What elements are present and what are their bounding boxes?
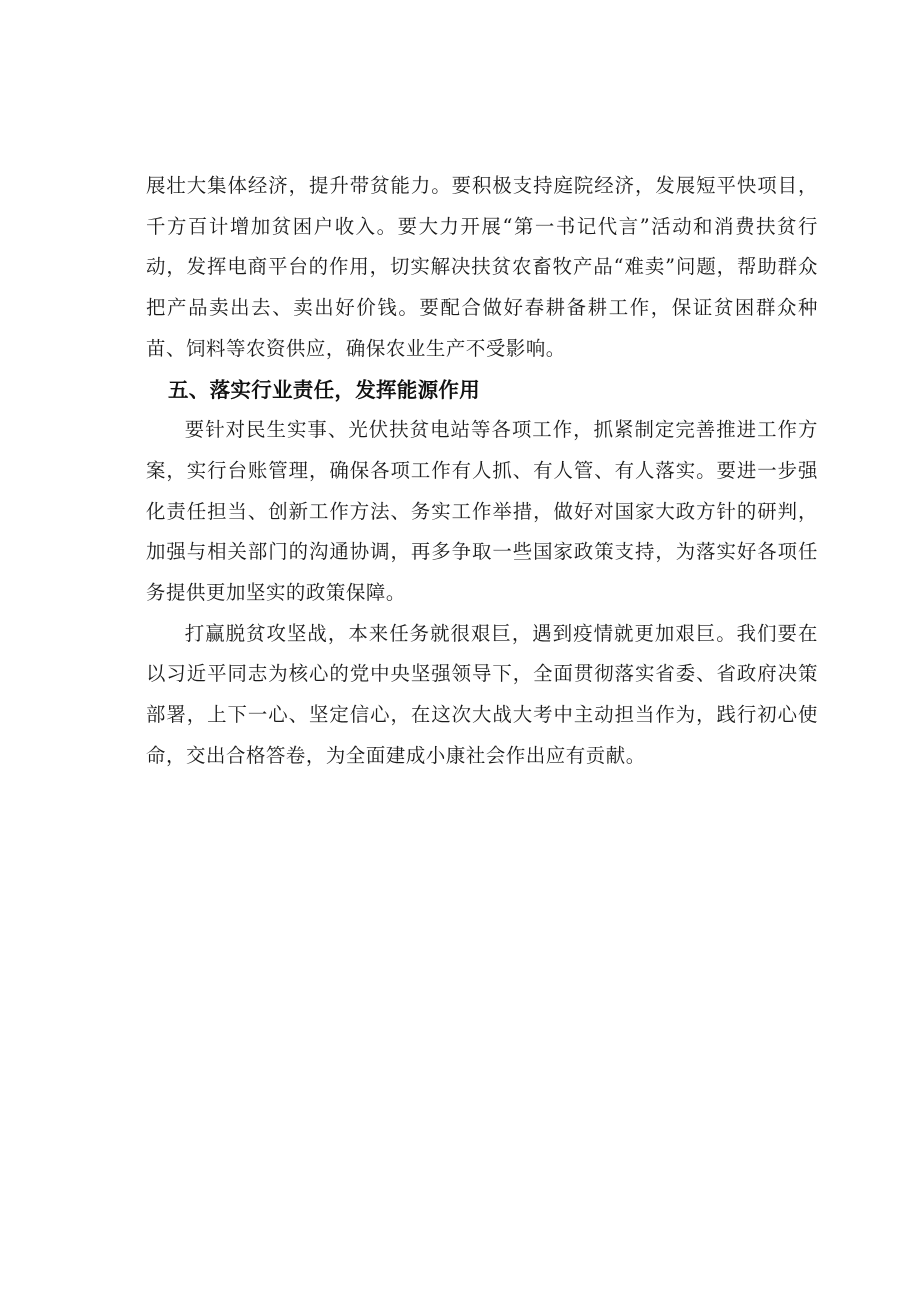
paragraph-industry-responsibility: 要针对民生实事、光伏扶贫电站等各项工作，抓紧制定完善推进工作方案，实行台账管理，确保各项工作有人抓、有人管、有人落实。要进一步强化责任担当、创新工作方法、务实工作举措，做好对国家大政方针的研判，加强与相关部门的沟通协调，再多争取一些国家政策支持，为落实好各项任务提供更加坚实的政策保障。 bbox=[146, 418, 818, 605]
paragraph-conclusion: 打赢脱贫攻坚战，本来任务就很艰巨，遇到疫情就更加艰巨。我们要在以习近平同志为核心的党中央坚强领导下，全面贯彻落实省委、省政府决策部署，上下一心、坚定信心，在这次大战大考中主动担当作为，践行初心使命，交出合格答卷，为全面建成小康社会作出应有贡献。 bbox=[146, 621, 818, 767]
section-heading: 五、落实行业责任，发挥能源作用 bbox=[168, 377, 480, 402]
paragraph-continuation: 展壮大集体经济，提升带贫能力。要积极支持庭院经济，发展短平快项目，千方百计增加贫困户收入。要大力开展“第一书记代言”活动和消费扶贫行动，发挥电商平台的作用，切实解决扶贫农畜牧产品“难卖”问题，帮助群众把产品卖出去、卖出好价钱。要配合做好春耕备耕工作，保证贫困群众种苗、饲料等农资供应，确保农业生产不受影响。 bbox=[146, 174, 818, 360]
document-body bbox=[146, 166, 818, 777]
